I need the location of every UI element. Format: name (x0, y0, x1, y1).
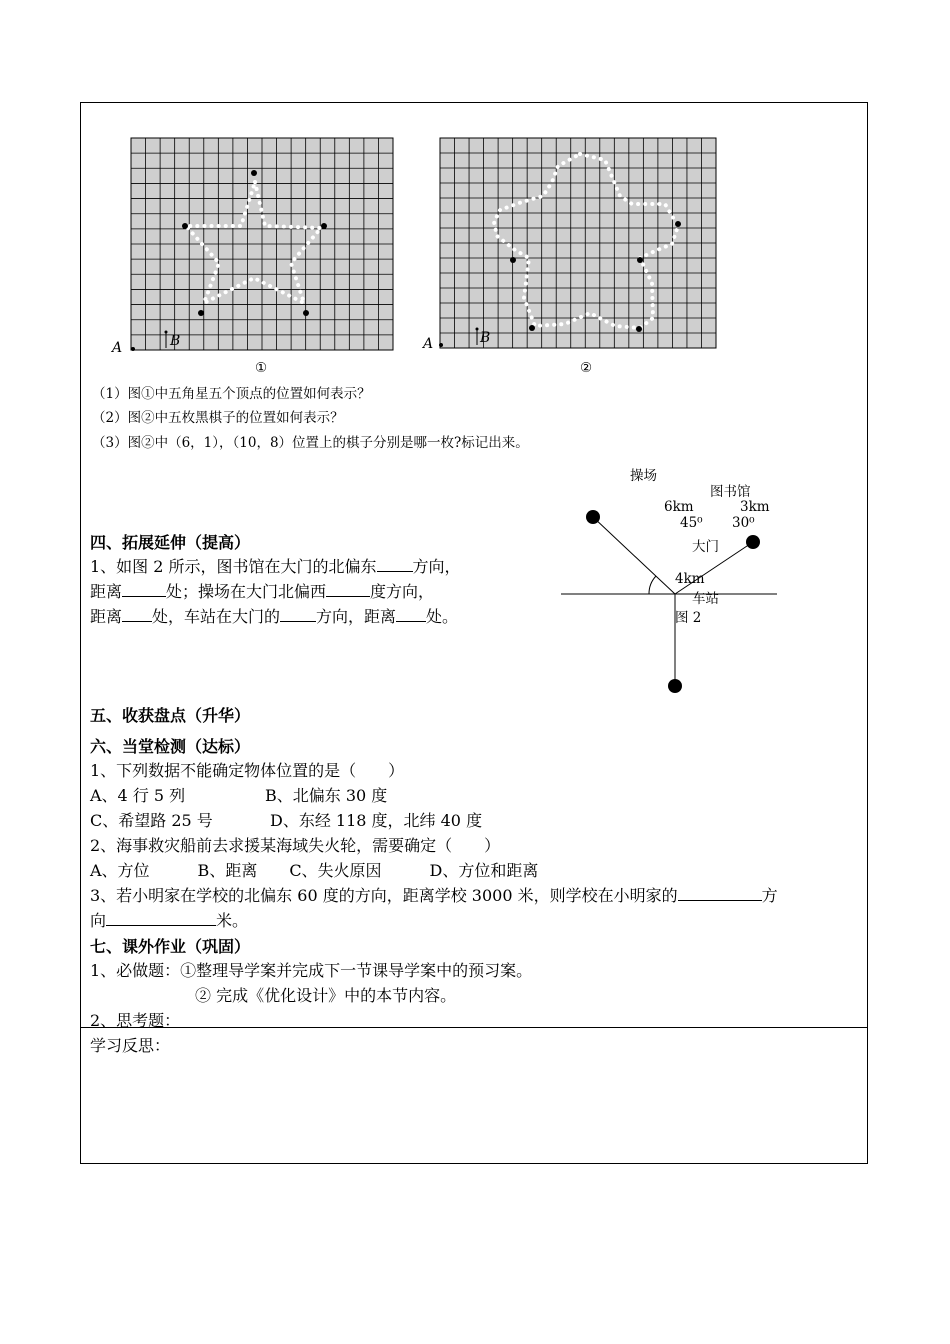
section-4-heading: 四、拓展延伸（提高） (90, 533, 251, 552)
question-3-text-a: 3、若小明家在学校的北偏东 60 度的方向，距离学校 3000 米，则学校在小明家的 (90, 886, 678, 905)
section-7-heading: 七、课外作业（巩固） (90, 937, 251, 956)
section-6-question-3-cont (90, 908, 248, 931)
section-6-q1-option-b: B、北偏东 30 度 (265, 786, 388, 805)
chess-piece-dot (529, 325, 535, 331)
homework-item-2: 2、思考题： (90, 1011, 181, 1030)
question-3: （3）图②中（6，1），（10，8）位置上的棋子分别是哪一枚?标记出来。 (92, 435, 529, 451)
blank-station-distance[interactable] (396, 607, 426, 622)
figure-2-point-b-label: B (480, 330, 491, 346)
figure-1-caption: ① (255, 360, 268, 376)
line-3-text-b: 处，车站在大门的 (152, 607, 281, 626)
section-6-question-1: 1、下列数据不能确定物体位置的是（ ） (90, 761, 405, 780)
figure-1-point-b-label: B (170, 333, 181, 349)
star-vertex-dot (251, 170, 257, 176)
line-2-text-b: 处；操场在大门北偏西 (166, 582, 327, 601)
question-3-text-c: 向 (90, 911, 107, 930)
blank-school-direction[interactable] (678, 886, 762, 901)
figure-2-caption: ② (580, 360, 593, 376)
label-playground: 操场 (630, 468, 657, 484)
star-vertex-dot (182, 223, 188, 229)
chess-piece-dot (637, 257, 643, 263)
section-6-question-3 (90, 883, 778, 906)
section-4-line-3 (90, 604, 458, 627)
label-angle-left: 45⁰ (680, 515, 703, 531)
line-1-text-a: 1、如图 2 所示，图书馆在大门的北偏东 (90, 557, 377, 576)
figure-2-axis-marks (410, 320, 490, 360)
figure-2-diagram-caption: 图 2 (675, 610, 702, 626)
question-2: （2）图②中五枚黑棋子的位置如何表示？ (92, 410, 344, 426)
reflection-label: 学习反思： (90, 1036, 171, 1055)
star-vertex-dot (321, 223, 327, 229)
section-6-heading: 六、当堂检测（达标） (90, 737, 251, 756)
point-a-dot (131, 347, 135, 351)
blank-playground-angle[interactable] (326, 582, 370, 597)
label-library-distance: 3km (740, 499, 770, 515)
line-2-text-c: 度方向， (370, 582, 435, 601)
library-dot (746, 535, 760, 549)
chess-piece-dot (636, 326, 642, 332)
question-1: （1）图①中五角星五个顶点的位置如何表示？ (92, 386, 371, 402)
section-6-q1-option-d: D、东经 118 度，北纬 40 度 (270, 811, 483, 830)
line-2-text-a: 距离 (90, 582, 123, 601)
label-station: 车站 (692, 591, 719, 607)
homework-item-1b: ② 完成《优化设计》中的本节内容。 (195, 986, 457, 1005)
line-3-text-a: 距离 (90, 607, 123, 626)
blank-playground-distance[interactable] (122, 607, 152, 622)
label-playground-distance: 6km (664, 499, 694, 515)
label-library: 图书馆 (710, 484, 751, 500)
section-6-q1-option-a: A、4 行 5 列 (90, 786, 186, 805)
question-3-text-d: 米。 (216, 911, 249, 930)
section-4-line-1 (90, 554, 461, 577)
blank-school-distance[interactable] (106, 911, 216, 926)
reflection-divider (80, 1027, 868, 1028)
section-6-question-2: 2、海事救灾船前去求援某海域失火轮，需要确定（ ） (90, 836, 501, 855)
figure-2-point-a-label: A (423, 336, 434, 352)
line-3-text-d: 处。 (426, 607, 459, 626)
label-angle-right: 30⁰ (732, 515, 755, 531)
blank-library-direction[interactable] (377, 557, 413, 572)
section-6-q1-option-c: C、希望路 25 号 (90, 811, 213, 830)
star-vertex-dot (303, 310, 309, 316)
playground-line (593, 517, 675, 594)
chess-piece-dot (510, 257, 516, 263)
blank-library-distance[interactable] (122, 582, 166, 597)
line-1-text-b: 方向， (412, 557, 461, 576)
point-a-dot (439, 343, 443, 347)
label-station-distance: 4km (675, 571, 705, 587)
angle-arc (649, 576, 656, 594)
star-vertex-dot (198, 310, 204, 316)
station-dot (668, 679, 682, 693)
section-4-line-2 (90, 579, 434, 602)
homework-item-1: 1、必做题：①整理导学案并完成下一节课导学案中的预习案。 (90, 961, 533, 980)
figure-2-shape-grid (440, 138, 716, 348)
question-3-text-b: 方 (761, 886, 778, 905)
label-gate: 大门 (692, 539, 719, 555)
chess-piece-dot (675, 221, 681, 227)
blank-station-direction[interactable] (280, 607, 316, 622)
section-5-heading: 五、收获盘点（升华） (90, 706, 251, 725)
figure-1-point-a-label: A (112, 340, 123, 356)
figure-1-star-grid (131, 138, 393, 350)
section-6-q2-options: A、方位 B、距离 C、失火原因 D、方位和距离 (90, 861, 539, 880)
line-3-text-c: 方向，距离 (316, 607, 397, 626)
playground-dot (586, 510, 600, 524)
